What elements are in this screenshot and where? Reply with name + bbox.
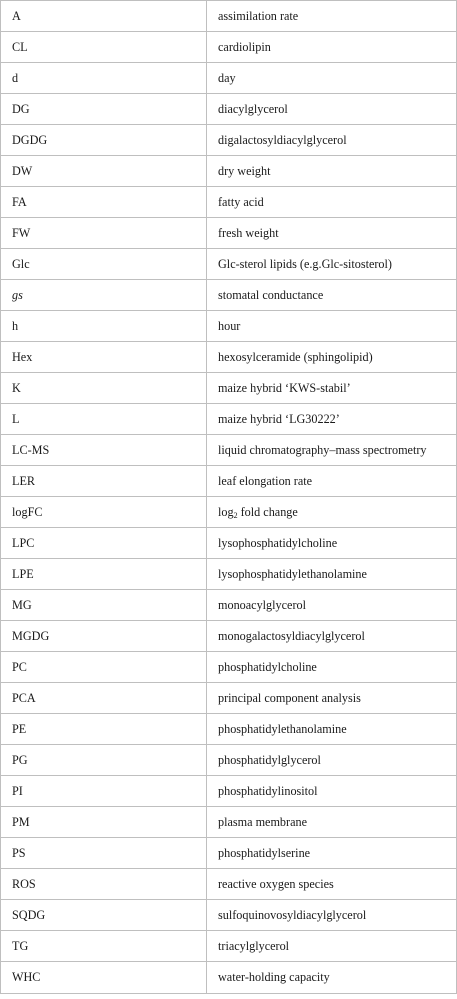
definition-cell: triacylglycerol <box>207 931 457 962</box>
definition-cell: Glc-sterol lipids (e.g.Glc-sitosterol) <box>207 249 457 280</box>
table-row <box>1 683 457 714</box>
table-row <box>1 280 457 311</box>
abbreviation-cell: LPC <box>1 528 207 559</box>
abbreviation-cell: CL <box>1 32 207 63</box>
definition-cell: maize hybrid ‘LG30222’ <box>207 404 457 435</box>
definition-cell: fatty acid <box>207 187 457 218</box>
definition-cell: phosphatidylserine <box>207 838 457 869</box>
abbreviation-cell: PCA <box>1 683 207 714</box>
definition-cell: maize hybrid ‘KWS-stabil’ <box>207 373 457 404</box>
abbreviation-cell: PC <box>1 652 207 683</box>
abbreviation-cell: WHC <box>1 962 207 994</box>
definition-cell: hexosylceramide (sphingolipid) <box>207 342 457 373</box>
abbreviation-cell: PE <box>1 714 207 745</box>
subscript-text: 2 <box>233 510 238 520</box>
abbreviation-cell: DG <box>1 94 207 125</box>
definition-cell: monogalactosyldiacylglycerol <box>207 621 457 652</box>
table-row <box>1 63 457 94</box>
abbreviation-cell: ROS <box>1 869 207 900</box>
table-row <box>1 900 457 931</box>
table-row <box>1 311 457 342</box>
table-row <box>1 435 457 466</box>
table-row <box>1 559 457 590</box>
definition-cell: sulfoquinovosyldiacylglycerol <box>207 900 457 931</box>
definition-cell: phosphatidylcholine <box>207 652 457 683</box>
abbreviation-cell: DW <box>1 156 207 187</box>
table-row <box>1 621 457 652</box>
definition-cell: phosphatidylinositol <box>207 776 457 807</box>
table-row <box>1 249 457 280</box>
table-row <box>1 125 457 156</box>
definition-cell: assimilation rate <box>207 1 457 32</box>
table-row <box>1 776 457 807</box>
table-row <box>1 714 457 745</box>
abbreviation-cell: DGDG <box>1 125 207 156</box>
definition-cell: digalactosyldiacylglycerol <box>207 125 457 156</box>
abbreviation-cell: FW <box>1 218 207 249</box>
table-row <box>1 218 457 249</box>
definition-cell: principal component analysis <box>207 683 457 714</box>
abbreviation-cell: LC-MS <box>1 435 207 466</box>
abbreviation-cell: h <box>1 311 207 342</box>
definition-cell: lysophosphatidylethanolamine <box>207 559 457 590</box>
definition-cell: phosphatidylglycerol <box>207 745 457 776</box>
table-row <box>1 404 457 435</box>
abbreviation-cell: FA <box>1 187 207 218</box>
definition-cell: dry weight <box>207 156 457 187</box>
abbreviation-cell: Hex <box>1 342 207 373</box>
abbreviation-cell: PI <box>1 776 207 807</box>
abbreviation-cell: PG <box>1 745 207 776</box>
table-row <box>1 466 457 497</box>
abbreviation-cell: PM <box>1 807 207 838</box>
abbreviation-cell: gs <box>1 280 207 311</box>
definition-cell: diacylglycerol <box>207 94 457 125</box>
abbreviation-cell: K <box>1 373 207 404</box>
table-row <box>1 807 457 838</box>
definition-cell: lysophosphatidylcholine <box>207 528 457 559</box>
table-row <box>1 590 457 621</box>
definition-cell <box>207 497 457 528</box>
definition-cell: plasma membrane <box>207 807 457 838</box>
table-row <box>1 373 457 404</box>
definition-cell: cardiolipin <box>207 32 457 63</box>
definition-cell: reactive oxygen species <box>207 869 457 900</box>
table-row <box>1 931 457 962</box>
abbreviation-cell: MG <box>1 590 207 621</box>
abbreviation-cell: MGDG <box>1 621 207 652</box>
definition-cell: phosphatidylethanolamine <box>207 714 457 745</box>
table-row <box>1 497 457 528</box>
table-row <box>1 962 457 994</box>
abbreviation-cell: logFC <box>1 497 207 528</box>
definition-text: log <box>218 504 234 519</box>
definition-cell: stomatal conductance <box>207 280 457 311</box>
definition-cell: water-holding capacity <box>207 962 457 994</box>
table-row <box>1 528 457 559</box>
abbreviation-cell: Glc <box>1 249 207 280</box>
table-row <box>1 156 457 187</box>
table-row <box>1 187 457 218</box>
table-row <box>1 1 457 32</box>
definition-cell: monoacylglycerol <box>207 590 457 621</box>
abbreviation-cell: A <box>1 1 207 32</box>
abbreviation-cell: TG <box>1 931 207 962</box>
abbreviation-cell: SQDG <box>1 900 207 931</box>
abbreviation-cell: PS <box>1 838 207 869</box>
definition-cell: leaf elongation rate <box>207 466 457 497</box>
table-row <box>1 342 457 373</box>
definition-tail-text: fold change <box>237 504 298 519</box>
abbreviation-cell: L <box>1 404 207 435</box>
table-row <box>1 745 457 776</box>
abbreviation-cell: LPE <box>1 559 207 590</box>
table-row <box>1 869 457 900</box>
table-row <box>1 94 457 125</box>
table-row <box>1 838 457 869</box>
table-row <box>1 32 457 63</box>
definition-cell: fresh weight <box>207 218 457 249</box>
definition-cell: liquid chromatography–mass spectrometry <box>207 435 457 466</box>
definition-cell: hour <box>207 311 457 342</box>
abbreviation-cell: LER <box>1 466 207 497</box>
table-row <box>1 652 457 683</box>
abbreviation-cell: d <box>1 63 207 94</box>
abbreviations-table-body <box>1 1 457 994</box>
definition-cell: day <box>207 63 457 94</box>
